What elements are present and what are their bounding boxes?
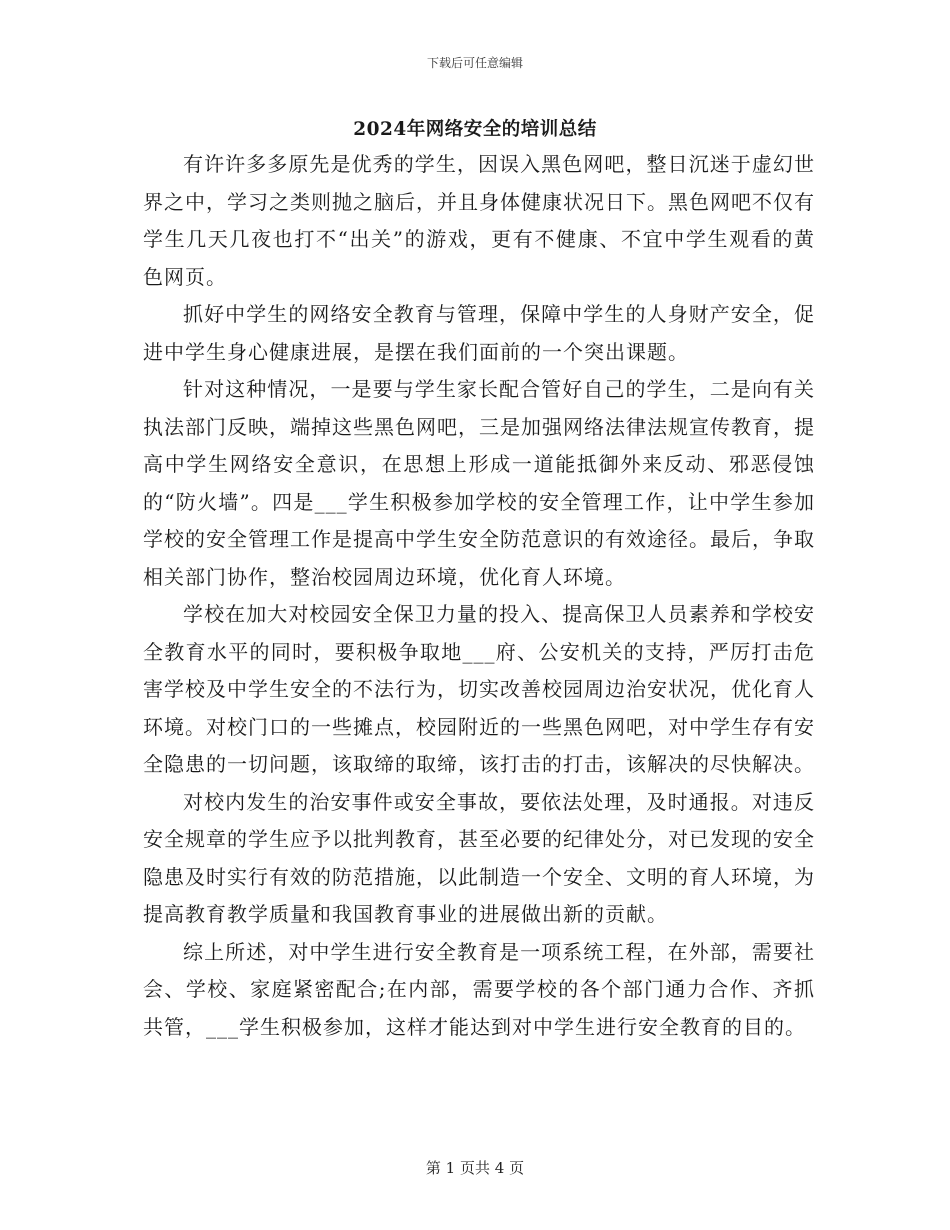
paragraph: 抓好中学生的网络安全教育与管理，保障中学生的人身财产安全，促进中学生身心健康进展，是摆在我们面前的一个突出课题。	[143, 302, 815, 364]
header-note: 下载后可任意编辑	[426, 56, 523, 70]
paragraph: 学校在加大对校园安全保卫力量的投入、提高保卫人员素养和学校安全教育水平的同时，要积极争取地___府、公安机关的支持，严厉打击危害学校及中学生安全的不法行为，切实改善校园周边治安状况，优化育人环境。对校门口的一些摊点，校园附近的一些黑色网吧，对中学生存有安全隐患的一切问题，该取缔的取缔，该打击的打击，该解决的尽快解决。	[143, 602, 815, 776]
page-number: 第 1 页共 4 页	[425, 1159, 525, 1177]
paragraph: 针对这种情况，一是要与学生家长配合管好自己的学生，二是向有关执法部门反映，端掉这些黑色网吧，三是加强网络法律法规宣传教育，提高中学生网络安全意识，在思想上形成一道能抵御外来反动、邪恶侵蚀的“防火墙”。四是___学生积极参加学校的安全管理工作，让中学生参加学校的安全管理工作是提高中学生安全防范意识的有效途径。最后，争取相关部门协作，整治校园周边环境，优化育人环境。	[143, 377, 815, 589]
paragraph: 有许许多多原先是优秀的学生，因误入黑色网吧，整日沉迷于虚幻世界之中，学习之类则抛之脑后，并且身体健康状况日下。黑色网吧不仅有学生几天几夜也打不“出关”的游戏，更有不健康、不宜中学生观看的黄色网页。	[143, 152, 815, 289]
document-title: 2024年网络安全的培训总结	[353, 119, 597, 140]
paragraph: 对校内发生的治安事件或安全事故，要依法处理，及时通报。对违反安全规章的学生应予以批判教育，甚至必要的纪律处分，对已发现的安全隐患及时实行有效的防范措施，以此制造一个安全、文明的育人环境，为提高教育教学质量和我国教育事业的进展做出新的贡献。	[143, 789, 815, 926]
paragraph: 综上所述，对中学生进行安全教育是一项系统工程，在外部，需要社会、学校、家庭紧密配合;在内部，需要学校的各个部门通力合作、齐抓共管，___学生积极参加，这样才能达到对中学生进行安全教育的目的。	[143, 939, 815, 1039]
document-body	[143, 146, 815, 1046]
